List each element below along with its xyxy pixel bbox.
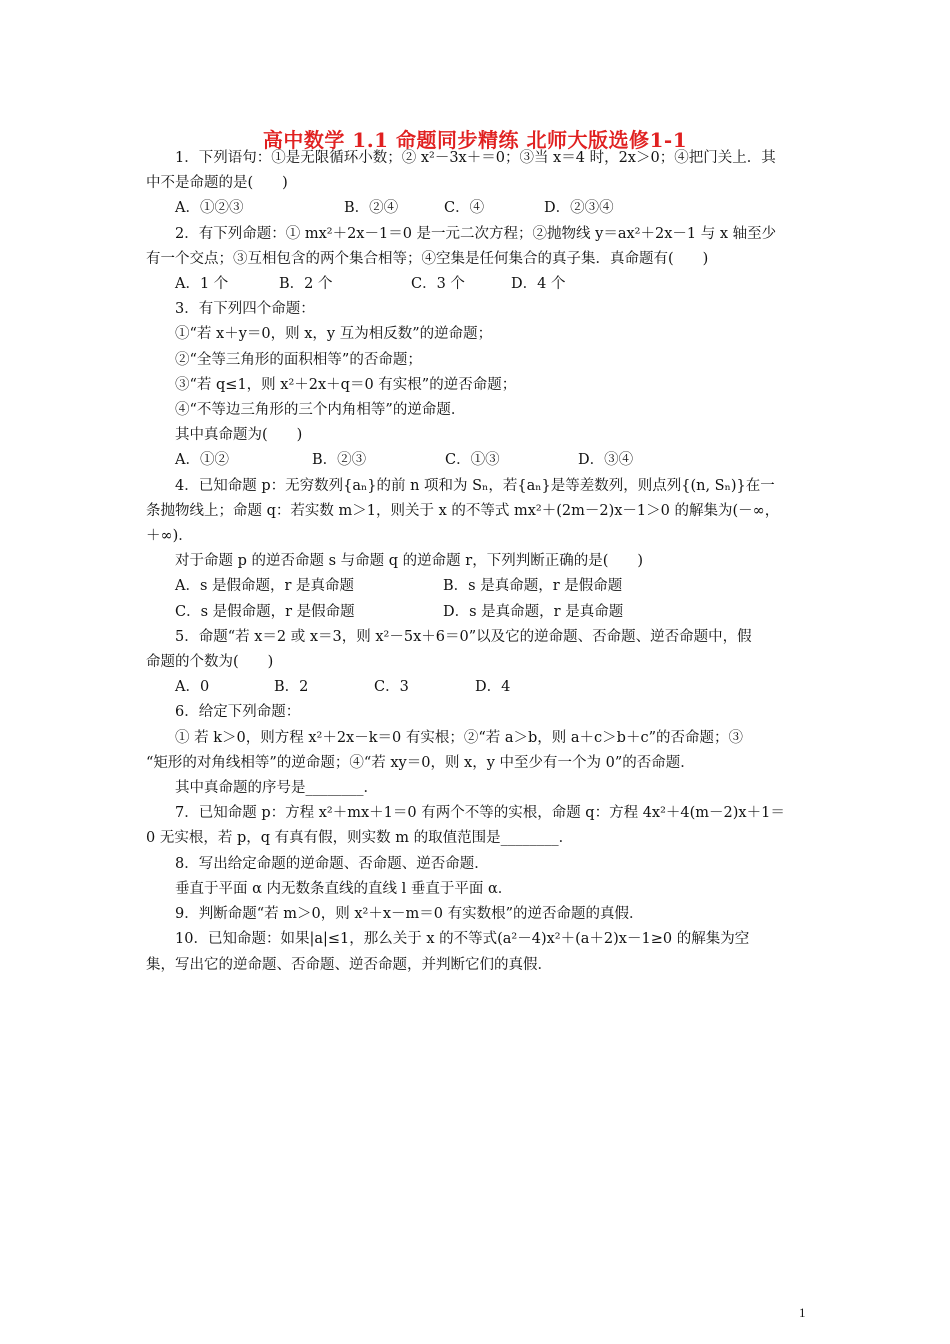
- text-line: 对于命题 p 的逆否命题 s 与命题 q 的逆命题 r，下列判断正确的是( ): [175, 553, 644, 570]
- choice-option: A．①②③: [175, 200, 244, 217]
- text-line: ① 若 k＞0，则方程 x²＋2x－k＝0 有实根；②“若 a＞b，则 a＋c＞b＋c”的否命题；③: [175, 729, 743, 746]
- text-line: ④“不等边三角形的三个内角相等”的逆命题．: [175, 402, 466, 419]
- text-line: 2．有下列命题：① mx²＋2x－1＝0 是一元二次方程；②抛物线 y＝ax²＋2x－1 与 x 轴至少: [175, 225, 777, 242]
- choice-row: [146, 272, 814, 297]
- choice-row: [146, 196, 814, 221]
- choice-option: B．2 个: [279, 276, 333, 293]
- text-line: 0 无实根，若 p，q 有真有假，则实数 m 的取值范围是________．: [146, 830, 574, 847]
- text-line: 5．命题“若 x＝2 或 x＝3，则 x²－5x＋6＝0”以及它的逆命题、否命题、逆否命题中，假: [175, 628, 752, 645]
- text-line: 1．下列语句：①是无限循环小数；② x²－3x＋＝0；③当 x＝4 时，2x＞0；④把门关上．其: [175, 150, 776, 166]
- page-number: 1: [799, 1305, 806, 1320]
- choice-row: [146, 600, 814, 625]
- choice-row: [146, 675, 814, 700]
- choice-option: A．0: [175, 679, 210, 696]
- text-line: 8．写出给定命题的逆命题、否命题、逆否命题．: [175, 855, 489, 872]
- text-line: 其中真命题的序号是________．: [175, 780, 378, 797]
- choice-option: C．3 个: [411, 276, 465, 293]
- text-line: 命题的个数为( ): [146, 654, 274, 671]
- choice-option: C．①③: [445, 452, 500, 469]
- text-line: ①“若 x＋y＝0，则 x，y 互为相反数”的逆命题；: [175, 326, 493, 343]
- choice-row: [146, 574, 814, 599]
- text-line: 10．已知命题：如果|a|≤1，那么关于 x 的不等式(a²－4)x²＋(a＋2)x－1≥0 的解集为空: [175, 931, 750, 948]
- text-line: 有一个交点；③互相包含的两个集合相等；④空集是任何集合的真子集．真命题有( ): [146, 250, 709, 267]
- text-line: 中不是命题的是( ): [146, 175, 288, 192]
- choice-option: C．④: [444, 200, 485, 217]
- text-line: 6．给定下列命题：: [175, 704, 301, 721]
- text-line: 其中真命题为( ): [175, 427, 303, 444]
- choice-option: D．s 是真命题，r 是真命题: [443, 603, 624, 620]
- choice-option: D．②③④: [544, 200, 614, 217]
- choice-option: D．4: [475, 679, 511, 696]
- text-line: 9．判断命题“若 m＞0，则 x²＋x－m＝0 有实数根”的逆否命题的真假．: [175, 906, 644, 923]
- choice-option: B．②③: [312, 452, 367, 469]
- choice-option: C．3: [374, 679, 409, 696]
- text-line: 集，写出它的逆命题、否命题、逆否命题，并判断它们的真假．: [146, 956, 552, 973]
- choice-option: A．s 是假命题，r 是真命题: [175, 578, 355, 595]
- choice-option: C．s 是假命题，r 是假命题: [175, 603, 355, 620]
- text-line: ③“若 q≤1，则 x²＋2x＋q＝0 有实根”的逆否命题；: [175, 376, 517, 393]
- text-line: 4．已知命题 p：无穷数列{aₙ}的前 n 项和为 Sₙ，若{aₙ}是等差数列，则点列{(n, Sₙ)}在一: [175, 477, 775, 494]
- text-line: 垂直于平面 α 内无数条直线的直线 l 垂直于平面 α．: [175, 880, 513, 897]
- choice-option: D．4 个: [511, 276, 566, 293]
- choice-option: B．2: [274, 679, 309, 696]
- text-line: 7．已知命题 p：方程 x²＋mx＋1＝0 有两个不等的实根，命题 q：方程 4x²＋4(m－2)x＋1＝: [175, 805, 785, 822]
- text-line: “矩形的对角线相等”的逆命题；④“若 xy＝0，则 x，y 中至少有一个为 0”的否命题．: [146, 754, 695, 771]
- choice-option: D．③④: [578, 452, 634, 469]
- choice-option: B．②④: [344, 200, 399, 217]
- text-line: 3．有下列四个命题：: [175, 301, 315, 318]
- choice-option: A．1 个: [175, 276, 229, 293]
- choice-option: A．①②: [175, 452, 229, 469]
- document-title: 高中数学 1.1 命题同步精练 北师大版选修1-1: [262, 128, 688, 152]
- choice-option: B．s 是真命题，r 是假命题: [443, 578, 623, 595]
- choice-row: [146, 448, 814, 473]
- text-line: 条抛物线上；命题 q：若实数 m＞1，则关于 x 的不等式 mx²＋(2m－2)x－1＞0 的解集为(－∞，: [146, 502, 780, 519]
- text-line: ＋∞)．: [146, 528, 193, 545]
- document-body: [146, 146, 814, 978]
- text-line: ②“全等三角形的面积相等”的否命题；: [175, 351, 422, 368]
